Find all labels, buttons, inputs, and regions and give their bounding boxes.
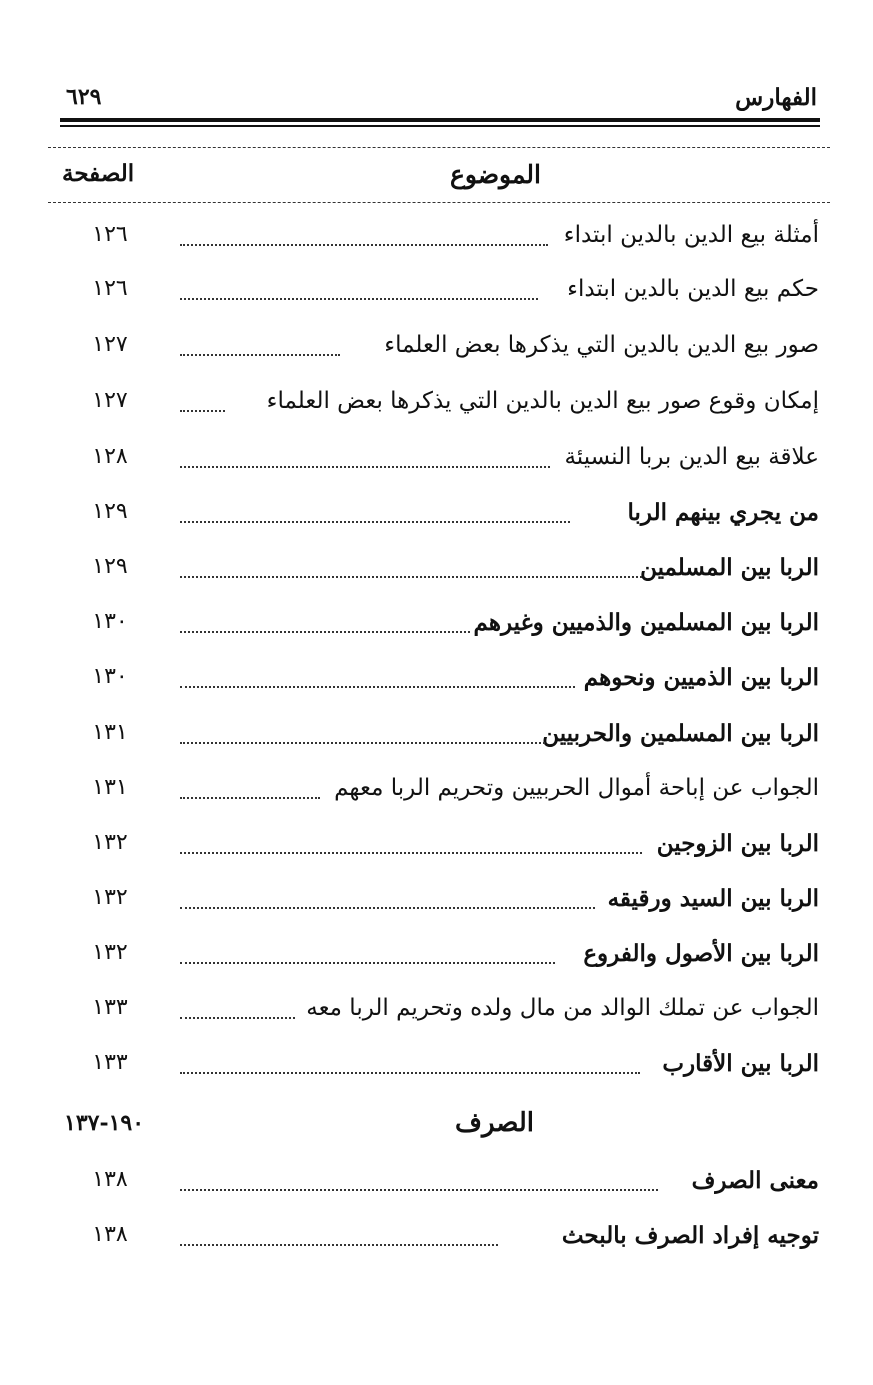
leader-dots: [180, 907, 595, 909]
entry-page: ١٢٧: [92, 332, 128, 357]
entry-page: ١٣٨: [92, 1167, 128, 1192]
entry-title: صور بيع الدين بالدين التي يذكرها بعض العلماء: [384, 332, 819, 358]
entry-page: ١٢٦: [92, 276, 128, 301]
index-entry: [0, 826, 873, 866]
entry-page: ١٣٢: [92, 830, 128, 855]
leader-dots: [180, 962, 555, 964]
entry-title: أمثلة بيع الدين بالدين ابتداء: [563, 222, 819, 248]
entry-title: الربا بين السيد ورقيقه: [607, 885, 819, 912]
leader-dots: [180, 631, 470, 633]
dashed-divider-bottom: [48, 202, 830, 203]
index-entry: [0, 384, 873, 424]
entry-title: علاقة بيع الدين بربا النسيئة: [564, 444, 819, 470]
index-entry: [0, 936, 873, 976]
leader-dots: [180, 410, 225, 412]
leader-dots: [180, 466, 550, 468]
entry-page: ١٣١: [92, 720, 128, 745]
leader-dots: [180, 797, 320, 799]
header-rule-thin: [60, 125, 820, 127]
running-header-title: الفهارس: [735, 84, 817, 111]
leader-dots: [180, 1244, 498, 1246]
entry-title: إمكان وقوع صور بيع الدين بالدين التي يذكرها بعض العلماء: [266, 388, 819, 414]
entry-page: ١٣١: [92, 775, 128, 800]
entry-title: توجيه إفراد الصرف بالبحث: [561, 1222, 819, 1249]
column-header-topic: الموضوع: [450, 160, 541, 189]
entry-title: من يجري بينهم الربا: [627, 499, 819, 526]
entry-title: الربا بين المسلمين والحربيين: [542, 720, 819, 747]
running-header-page-number: ٦٢٩: [66, 84, 102, 110]
leader-dots: [180, 1017, 295, 1019]
entry-page: ١٣٠: [92, 664, 128, 689]
index-entry: [0, 550, 873, 590]
header-rule-thick: [60, 118, 820, 122]
leader-dots: [180, 686, 575, 688]
section-heading: [0, 1106, 873, 1146]
entry-page: ١٢٨: [92, 444, 128, 469]
index-entry: [0, 1046, 873, 1086]
entry-title: الربا بين الأقارب: [662, 1050, 819, 1077]
entry-page: ١٣٠: [92, 609, 128, 634]
index-entry: [0, 440, 873, 480]
leader-dots: [180, 298, 538, 300]
dashed-divider-top: [48, 147, 830, 148]
entry-title: الربا بين الذميين ونحوهم: [583, 664, 819, 691]
index-entry: [0, 771, 873, 811]
entry-title: الربا بين المسلمين: [640, 554, 819, 581]
entry-title: الجواب عن إباحة أموال الحربيين وتحريم الربا معهم: [334, 775, 819, 801]
section-page-range: ١٩٠-١٣٧: [64, 1110, 145, 1136]
entry-title: معنى الصرف: [691, 1167, 819, 1194]
leader-dots: [180, 1072, 640, 1074]
index-entry: [0, 881, 873, 921]
index-entry: [0, 1163, 873, 1203]
leader-dots: [180, 244, 548, 246]
entry-page: ١٢٧: [92, 388, 128, 413]
leader-dots: [180, 852, 642, 854]
index-entry: [0, 495, 873, 535]
index-entry: [0, 272, 873, 312]
index-entry: [0, 716, 873, 756]
entry-title: الربا بين الزوجين: [656, 830, 819, 857]
index-entry: [0, 218, 873, 258]
entry-title: حكم بيع الدين بالدين ابتداء: [567, 276, 819, 302]
index-entry: [0, 660, 873, 700]
index-entry: [0, 1218, 873, 1258]
entry-title: الربا بين الأصول والفروع: [583, 940, 819, 967]
entry-page: ١٢٦: [92, 222, 128, 247]
entry-page: ١٣٨: [92, 1222, 128, 1247]
index-entry: [0, 605, 873, 645]
entry-title: الربا بين المسلمين والذميين وغيرهم: [473, 609, 819, 636]
entry-page: ١٢٩: [92, 499, 128, 524]
entry-page: ١٣٢: [92, 940, 128, 965]
entry-page: ١٣٣: [92, 1050, 128, 1075]
leader-dots: [180, 1189, 658, 1191]
leader-dots: [180, 742, 545, 744]
leader-dots: [180, 354, 340, 356]
entry-page: ١٣٢: [92, 885, 128, 910]
entry-title: الجواب عن تملك الوالد من مال ولده وتحريم الربا معه: [306, 995, 819, 1021]
section-title: الصرف: [455, 1108, 534, 1138]
index-entry: [0, 991, 873, 1031]
leader-dots: [180, 576, 642, 578]
leader-dots: [180, 521, 570, 523]
entry-page: ١٢٩: [92, 554, 128, 579]
entry-page: ١٣٣: [92, 995, 128, 1020]
column-header-page: الصفحة: [62, 160, 135, 187]
index-entry: [0, 328, 873, 368]
